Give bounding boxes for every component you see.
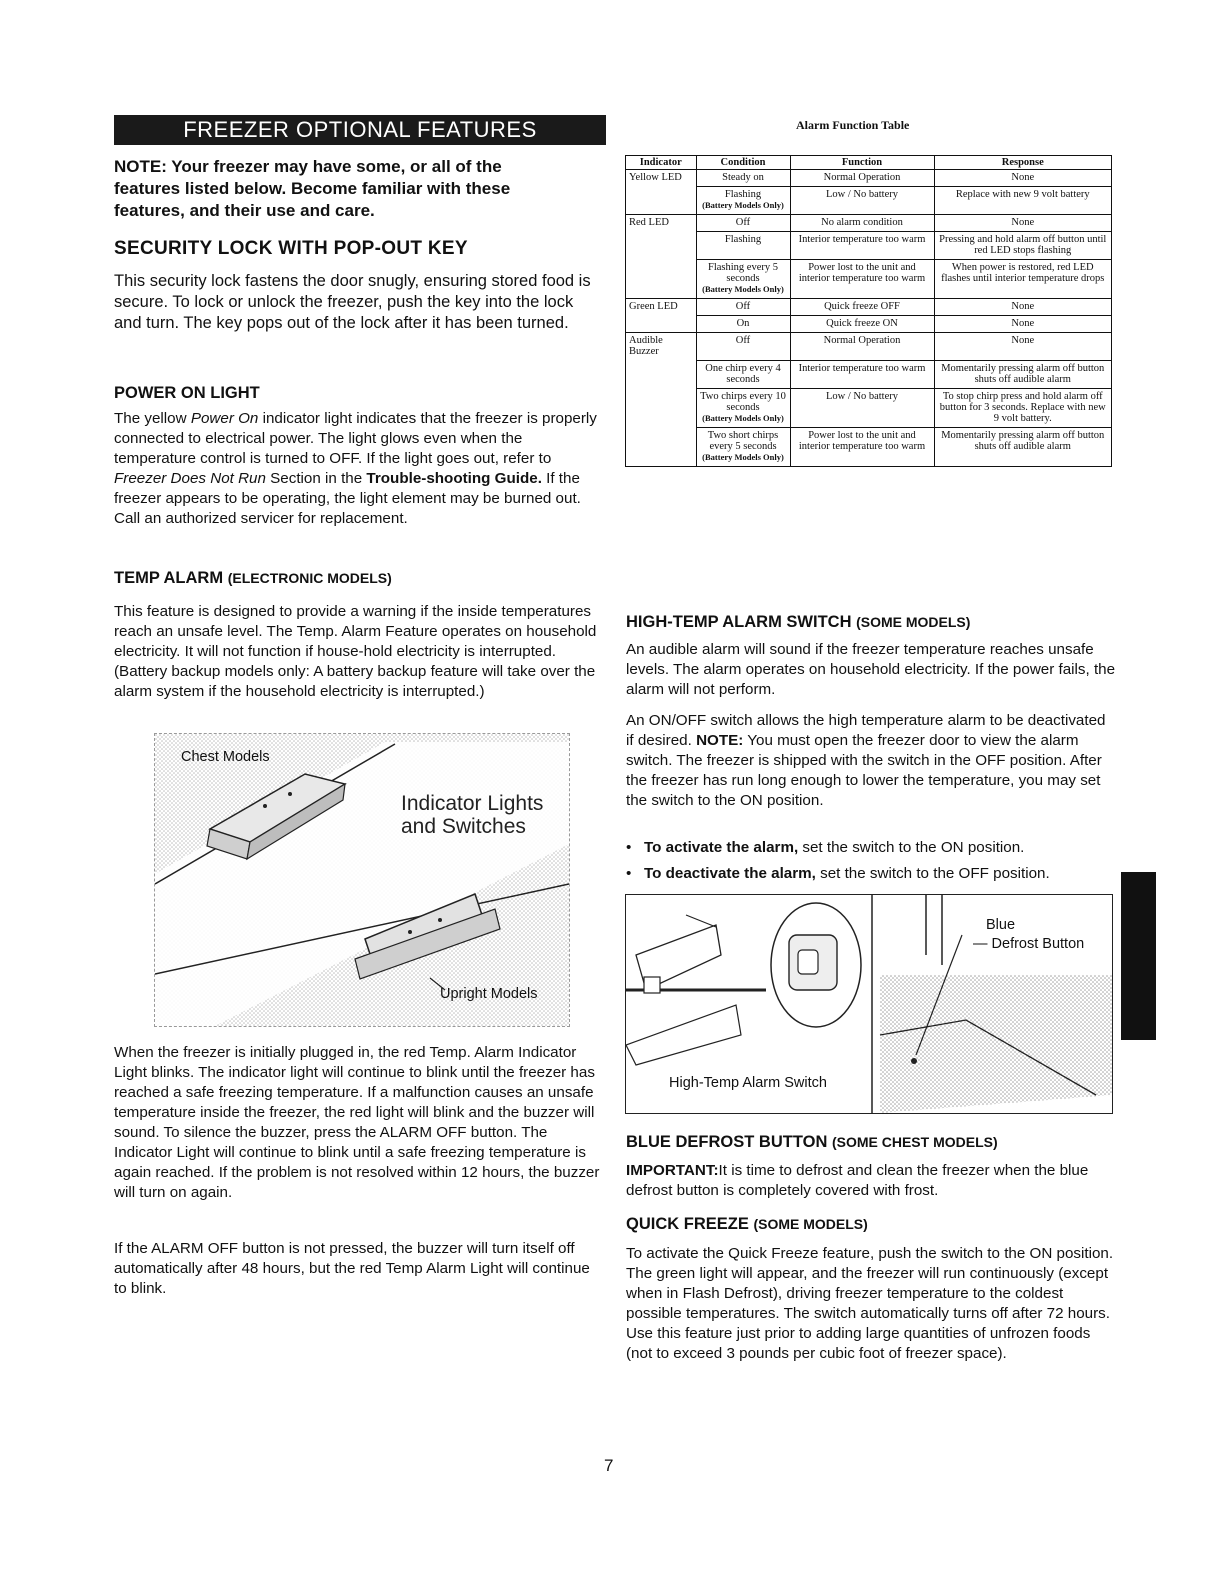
table-row	[626, 316, 1111, 333]
defrost-button-label: — Defrost Button	[973, 936, 1085, 952]
side-tab-marker	[1121, 872, 1156, 1040]
high-temp-title: HIGH-TEMP ALARM SWITCH (SOME MODELS)	[626, 613, 971, 631]
cell-response: Replace with new 9 volt battery	[934, 187, 1111, 215]
cell-function: No alarm condition	[790, 215, 934, 232]
upright-models-label: Upright Models	[440, 986, 538, 1002]
power-on-light-body: The yellow Power On indicator light indicates that the freezer is properly connected to electrical power. The light glows even when the temperature control is turned to OFF. If the light goes out, refer to Freezer Does Not Run Section in the Trouble-shooting Guide. If the freezer appears to be operating, the light element may be burned out. Call an authorized servicer for replacement.	[114, 410, 597, 527]
security-lock-title: SECURITY LOCK WITH POP-OUT KEY	[114, 238, 468, 259]
switch-defrost-figure	[625, 894, 1113, 1114]
power-on-light-title: POWER ON LIGHT	[114, 384, 260, 402]
condition-note: (Battery Models Only)	[702, 412, 784, 423]
condition-note: (Battery Models Only)	[702, 284, 784, 294]
table-row	[626, 187, 1111, 215]
section-banner: FREEZER OPTIONAL FEATURES	[114, 115, 606, 145]
header-indicator: Indicator	[626, 156, 696, 170]
condition-text: Two chirps every 10 seconds	[700, 390, 786, 413]
quick-freeze-body: To activate the Quick Freeze feature, push the switch to the ON position. The green light will appear, and the freezer will run continuously (except when in Flash Defrost), driving freezer temperature to the coldest possible temperatures. The switch automatically turns off after 72 hours. Use this feature just prior to adding large quantities of unfrozen foods (not to exceed 3 pounds per cubic foot of freezer space).	[626, 1245, 1114, 1362]
page-number: 7	[604, 1456, 614, 1475]
condition-text: Off	[735, 217, 751, 228]
indicator-lights-label: Indicator Lights and Switches	[401, 792, 544, 838]
cell-condition	[696, 360, 790, 388]
cell-condition	[696, 260, 790, 299]
temp-alarm-body: This feature is designed to provide a warning if the inside temperatures reach an unsafe level. The Temp. Alarm Feature operates on household electricity. It will not function if house-hold electricity is interrupted. (Battery backup models only: A battery backup feature will take over the alarm system if the household electricity is interrupted.)	[114, 603, 597, 700]
bullet-deactivate: • To deactivate the alarm, set the switch to the OFF position.	[626, 865, 1050, 882]
chest-models-label: Chest Models	[181, 749, 270, 765]
header-response: Response	[934, 156, 1111, 170]
cell-function: Interior temperature too warm	[790, 360, 934, 388]
cell-response: None	[934, 333, 1111, 361]
cell-function: Normal Operation	[790, 170, 934, 187]
security-lock-body: This security lock fastens the door snugly, ensuring stored food is secure. To lock or unlock the freezer, push the key into the lock and turn. The key pops out of the lock after it has been turned.	[114, 272, 591, 332]
cell-indicator	[626, 360, 696, 388]
table-row	[626, 170, 1111, 187]
cell-condition	[696, 316, 790, 333]
intro-note: NOTE: Your freezer may have some, or all of the features listed below. Become familiar with these features, and their use and care.	[114, 157, 511, 220]
cell-indicator	[626, 187, 696, 215]
condition-text: Two short chirps every 5 seconds	[707, 429, 779, 452]
condition-text: Flashing	[724, 234, 762, 245]
condition-text: Flashing	[724, 189, 762, 200]
high-temp-p2: An ON/OFF switch allows the high temperature alarm to be deactivated if desired. NOTE: You must open the freezer door to view the alarm switch. The freezer is shipped with the switch in the OFF position. After the freezer has run long enough to lower the temperature, you may set the switch to the ON position.	[626, 712, 1106, 809]
cell-indicator	[626, 260, 696, 299]
high-temp-p1: An audible alarm will sound if the freezer temperature reaches unsafe levels. The alarm operates on household electricity. If the power fails, the alarm will not perform.	[626, 641, 1116, 698]
cell-condition	[696, 232, 790, 260]
cell-indicator	[626, 232, 696, 260]
cell-function: Interior temperature too warm	[790, 232, 934, 260]
condition-text: Flashing every 5 seconds	[708, 262, 778, 284]
cell-indicator	[626, 388, 696, 427]
indicator-lights-figure	[154, 733, 570, 1027]
cell-indicator	[626, 316, 696, 333]
blue-label: Blue	[986, 917, 1016, 933]
blue-defrost-body: IMPORTANT:It is time to defrost and clean the freezer when the blue defrost button is completely covered with frost.	[626, 1162, 1089, 1199]
table-row	[626, 260, 1111, 299]
cell-condition	[696, 299, 790, 316]
cell-response: None	[934, 170, 1111, 187]
cell-condition	[696, 388, 790, 427]
blue-defrost-title: BLUE DEFROST BUTTON (SOME CHEST MODELS)	[626, 1133, 998, 1151]
alarm-table-caption: Alarm Function Table	[796, 118, 910, 132]
cell-indicator: Green LED	[626, 299, 696, 316]
bullet-activate: • To activate the alarm, set the switch to the ON position.	[626, 839, 1025, 856]
table-row	[626, 232, 1111, 260]
temp-alarm-title: TEMP ALARM (ELECTRONIC MODELS)	[114, 569, 392, 587]
cell-condition	[696, 333, 790, 361]
cell-function: Low / No battery	[790, 388, 934, 427]
freezer-illustration	[155, 734, 569, 1026]
cell-function: Normal Operation	[790, 333, 934, 361]
cell-condition	[696, 215, 790, 232]
cell-condition	[696, 427, 790, 466]
cell-response: None	[934, 215, 1111, 232]
cell-response: To stop chirp press and hold alarm off button for 3 seconds. Replace with new 9 volt battery.	[934, 388, 1111, 427]
cell-response: Momentarily pressing alarm off button shuts off audible alarm	[934, 360, 1111, 388]
cell-condition	[696, 170, 790, 187]
cell-response: Momentarily pressing alarm off button shuts off audible alarm	[934, 427, 1111, 466]
condition-text: Off	[735, 301, 751, 312]
cell-function: Power lost to the unit and interior temperature too warm	[790, 427, 934, 466]
cell-response: None	[934, 316, 1111, 333]
table-row	[626, 427, 1111, 466]
alarm-function-table	[625, 155, 1112, 467]
table-row	[626, 215, 1111, 232]
header-function: Function	[790, 156, 934, 170]
condition-note: (Battery Models Only)	[702, 451, 784, 462]
cell-condition	[696, 187, 790, 215]
condition-text: On	[736, 318, 750, 329]
table-row	[626, 388, 1111, 427]
high-temp-switch-label: High-Temp Alarm Switch	[669, 1075, 827, 1091]
cell-function: Power lost to the unit and interior temperature too warm	[790, 260, 934, 299]
header-condition: Condition	[696, 156, 790, 170]
cell-function: Quick freeze ON	[790, 316, 934, 333]
cell-response: Pressing and hold alarm off button until red LED stops flashing	[934, 232, 1111, 260]
cell-indicator: Audible Buzzer	[626, 333, 696, 361]
cell-response: When power is restored, red LED flashes until interior temperature drops	[934, 260, 1111, 299]
cell-function: Quick freeze OFF	[790, 299, 934, 316]
cell-indicator	[626, 427, 696, 466]
cell-function: Low / No battery	[790, 187, 934, 215]
condition-text: Steady on	[722, 172, 764, 183]
cell-indicator: Yellow LED	[629, 172, 682, 183]
condition-note: (Battery Models Only)	[702, 200, 784, 210]
table-row	[626, 333, 1111, 361]
table-row	[626, 360, 1111, 388]
cell-response: None	[934, 299, 1111, 316]
cell-indicator: Red LED	[626, 215, 696, 232]
condition-text: Off	[735, 335, 751, 346]
quick-freeze-title: QUICK FREEZE (SOME MODELS)	[626, 1215, 868, 1233]
temp-alarm-body-3: If the ALARM OFF button is not pressed, the buzzer will turn itself off automatically after 48 hours, but the red Temp Alarm Light will continue to blink.	[114, 1240, 590, 1297]
alarm-table	[626, 156, 1111, 466]
condition-text: One chirp every 4 seconds	[705, 362, 781, 385]
temp-alarm-body-2: When the freezer is initially plugged in, the red Temp. Alarm Indicator Light blinks. The indicator light will continue to blink until the freezer has reached a safe freezing temperature. If a malfunction causes an unsafe temperature inside the freezer, the red light will blink and the buzzer will sound. To silence the buzzer, press the ALARM OFF button. The Indicator Light will continue to blink until a safe freezing temperature is again reached. If the problem is not resolved within 12 hours, the buzzer will turn on again.	[114, 1044, 600, 1201]
table-row	[626, 299, 1111, 316]
